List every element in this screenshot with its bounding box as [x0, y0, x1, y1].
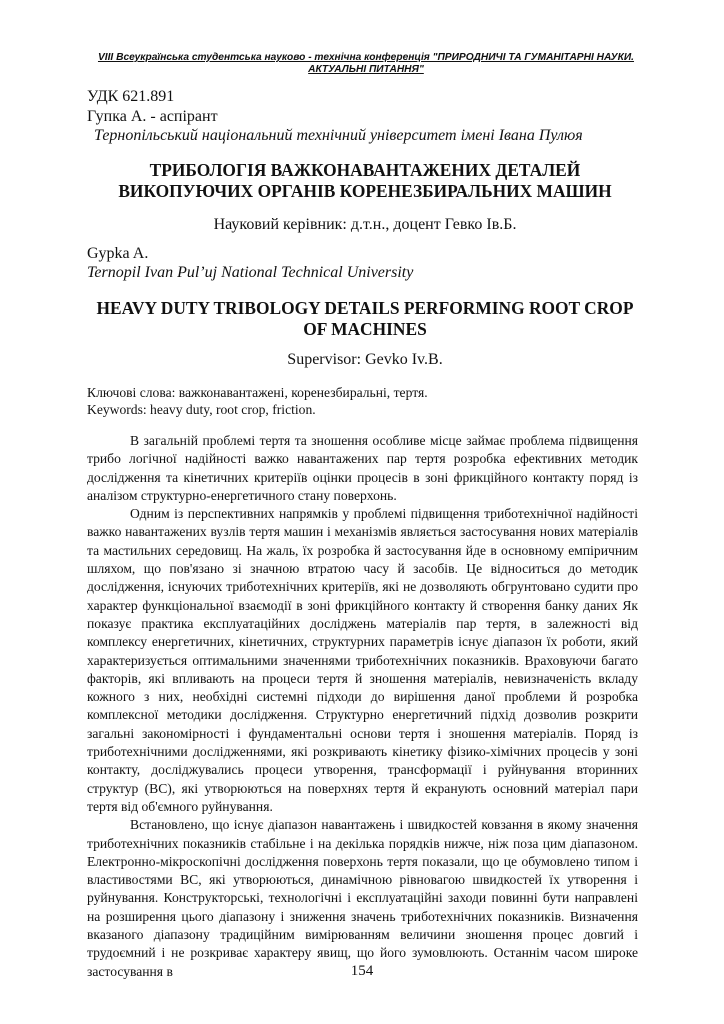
title-ua: ТРИБОЛОГІЯ ВАЖКОНАВАНТАЖЕНИХ ДЕТАЛЕЙ ВИКОПУЮЧИХ ОРГАНІВ КОРЕНЕЗБИРАЛЬНИХ МАШИН	[118, 160, 612, 201]
paragraph-2: Одним із перспективних напрямків у проблемі підвищення триботехнічної надійності важко навантажених вузлів тертя машин і механізмів являється застосування нових матеріалів та мастильних середовищ. На жаль, їх розробка й застосування йде в основному емпіричним шляхом, що пов'язано зі значною втратою часу й засобів. Це відноситься до методик дослідження, існуючих триботехнічних критеріїв, які не дозволяють обгрунтовано судити про характер функціональної взаємодії в зоні фрикційного контакту й створення банку даних Як показує практика експлуатаційних досліджень матеріалів пар тертя, в залежності від комплексу енергетичних, кінетичних, структурних параметрів існує діапазон їх роботи, який характеризується оптимальними значеннями триботехнічних показників. Враховуючи багато факторів, які впливають на процеси тертя й зношення матеріалів, невизначеність вкладу кожного з них, необхідні системні підходи до вирішення даної проблеми й розробка комплексної методики дослідження. Структурно енергетичний підхід дозволив розкрити загальні закономірності і фундаментальні основи тертя і зношення матеріалів. Поряд із триботехнічними дослідженнями, які розкривають кінетику фізико-хімічних процесів у зоні контакту, досліджувались процеси утворення, трансформації і руйнування вторинних структур (ВС), які утворюються на поверхнях тертя й екранують основний матеріал пари тертя від об'ємного руйнування.	[87, 506, 638, 814]
title-en: HEAVY DUTY TRIBOLOGY DETAILS PERFORMING ROOT CROP OF MACHINES	[96, 298, 634, 339]
affiliation-ua: Тернопільський національний технічний університет імені Івана Пулюя	[94, 127, 583, 144]
conference-header: VIII Всеукраїнська студентська науково - технічна конференція "ПРИРОДНИЧІ ТА ГУМАНІТАРНІ НАУКИ. АКТУАЛЬНІ ПИТАННЯ"	[97, 52, 635, 75]
page-number: 154	[350, 963, 374, 979]
paragraph-3: Встановлено, що існує діапазон навантажень і швидкостей ковзання в якому значення триботехнічних показників стабільне і на декілька порядків нижче, ніж поза цим діапазоном. Електронно-мікроскопічні дослідження поверхонь тертя показали, що це обумовлено типом і властивостями ВС, які утворюються, динамічною рівновагою швидкостей їх утворення і руйнування. Конструкторські, технологічні і експлуатаційні заходи повинні бути направлені на розширення цього діапазону і зниження значень триботехнічних показників. Визначення вказаного діапазону традиційним вимірюванням величини зношення процес довгий і трудоємний і не розкриває характеру явищ, що його зумовлюють. Останнім часом широке застосування в	[87, 817, 638, 979]
author-ua: Гупка А. - аспірант	[87, 108, 218, 125]
udc-code: УДК 621.891	[87, 88, 175, 105]
body-text	[87, 432, 638, 981]
keywords-en: Keywords: heavy duty, root crop, friction.	[87, 402, 316, 417]
paragraph-1: В загальній проблемі тертя та зношення особливе місце займає проблема підвищення трибо логічної надійності важко навантажених пар тертя розробка ефективних методик дослідження та кінетичних критеріїв оцінки процесів в зоні фрикційного контакту поряд із аналізом структурно-енергетичного стану поверхонь.	[87, 433, 638, 503]
affiliation-en: Ternopil Ivan Pul’uj National Technical University	[87, 264, 414, 281]
supervisor-ua: Науковий керівник: д.т.н., доцент Гевко Ів.Б.	[213, 216, 517, 233]
keywords-ua: Ключові слова: важконавантажені, коренезбиральні, тертя.	[87, 385, 428, 400]
author-en: Gypka A.	[87, 245, 149, 262]
supervisor-en: Supervisor: Gevko Iv.B.	[287, 351, 443, 368]
